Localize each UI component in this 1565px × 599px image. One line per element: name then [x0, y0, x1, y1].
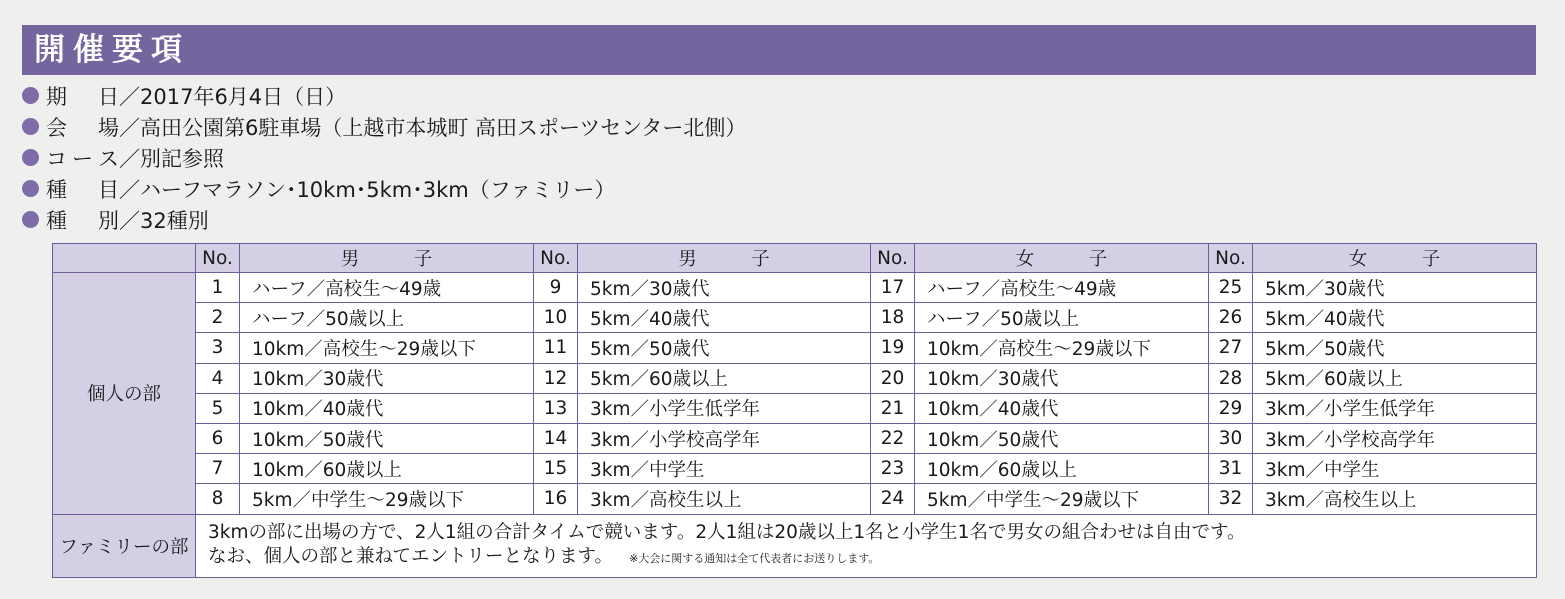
cell-category: 5km／30歳代 [1253, 273, 1537, 303]
info-label: コ ー ス [46, 146, 119, 171]
info-list [22, 80, 746, 235]
category-table [52, 243, 1537, 578]
family-note: ※大会に関する通知は全て代表者にお送りします。 [629, 551, 880, 565]
table-row [53, 484, 1537, 514]
bullet-icon [22, 87, 39, 104]
header-no: No. [534, 244, 578, 273]
cell-category: ハーフ／高校生～49歳 [240, 273, 534, 303]
header-male: 男 子 [240, 244, 534, 273]
info-value: ／2017年6月4日（日） [119, 84, 347, 109]
bullet-icon [22, 149, 39, 166]
cell-no: 17 [871, 273, 915, 303]
cell-no: 6 [196, 423, 240, 453]
cell-category: 10km／40歳代 [240, 393, 534, 423]
cell-no: 20 [871, 363, 915, 393]
cell-no: 1 [196, 273, 240, 303]
header-corner [53, 244, 196, 273]
info-item-categories [22, 204, 746, 235]
cell-category: 3km／高校生以上 [578, 484, 871, 514]
family-line-2 [208, 545, 1536, 571]
family-line-2-text: なお、個人の部と兼ねてエントリーとなります。 [208, 545, 614, 567]
cell-category: 3km／中学生 [578, 454, 871, 484]
cell-no: 11 [534, 333, 578, 363]
cell-no: 4 [196, 363, 240, 393]
cell-category: 10km／50歳代 [915, 423, 1209, 453]
cell-no: 23 [871, 454, 915, 484]
cell-no: 25 [1209, 273, 1253, 303]
info-label: 種 目 [46, 177, 119, 202]
cell-no: 15 [534, 454, 578, 484]
cell-category: 5km／中学生～29歳以下 [915, 484, 1209, 514]
individual-section-label: 個人の部 [53, 273, 196, 515]
info-item-date [22, 80, 746, 111]
family-description [196, 514, 1537, 577]
info-label: 期 日 [46, 84, 119, 109]
section-title: 開催要項 [34, 32, 190, 68]
table-row [53, 273, 1537, 303]
cell-no: 2 [196, 303, 240, 333]
cell-no: 7 [196, 454, 240, 484]
table-row [53, 363, 1537, 393]
table-header-row [53, 244, 1537, 273]
bullet-icon [22, 180, 39, 197]
cell-no: 16 [534, 484, 578, 514]
cell-category: 3km／小学校高学年 [578, 423, 871, 453]
table-row [53, 393, 1537, 423]
cell-no: 19 [871, 333, 915, 363]
cell-category: 5km／40歳代 [578, 303, 871, 333]
cell-category: 5km／30歳代 [578, 273, 871, 303]
info-value: ／高田公園第6駐車場（上越市本城町 高田スポーツセンター北側） [119, 115, 747, 140]
header-female: 女 子 [1253, 244, 1537, 273]
cell-category: 5km／60歳以上 [578, 363, 871, 393]
cell-category: 10km／高校生～29歳以下 [915, 333, 1209, 363]
cell-no: 12 [534, 363, 578, 393]
cell-no: 5 [196, 393, 240, 423]
info-label: 種 別 [46, 208, 119, 233]
cell-no: 29 [1209, 393, 1253, 423]
cell-category: 10km／30歳代 [915, 363, 1209, 393]
cell-category: 3km／中学生 [1253, 454, 1537, 484]
cell-category: 3km／小学生低学年 [1253, 393, 1537, 423]
info-item-venue [22, 111, 746, 142]
cell-no: 18 [871, 303, 915, 333]
cell-no: 3 [196, 333, 240, 363]
family-section-label: ファミリーの部 [53, 514, 196, 577]
cell-no: 28 [1209, 363, 1253, 393]
cell-no: 8 [196, 484, 240, 514]
info-value: ／ハーフマラソン･10km･5km･3km（ファミリー） [119, 177, 616, 202]
cell-category: 10km／30歳代 [240, 363, 534, 393]
info-item-events [22, 173, 746, 204]
cell-category: 10km／60歳以上 [240, 454, 534, 484]
table-row [53, 423, 1537, 453]
cell-category: 5km／中学生～29歳以下 [240, 484, 534, 514]
cell-category: 10km／40歳代 [915, 393, 1209, 423]
info-value: ／32種別 [119, 208, 209, 233]
bullet-icon [22, 211, 39, 228]
cell-category: ハーフ／50歳以上 [915, 303, 1209, 333]
cell-no: 32 [1209, 484, 1253, 514]
cell-category: ハーフ／高校生～49歳 [915, 273, 1209, 303]
header-female: 女 子 [915, 244, 1209, 273]
table-row [53, 333, 1537, 363]
cell-no: 27 [1209, 333, 1253, 363]
cell-category: 5km／50歳代 [578, 333, 871, 363]
cell-category: 10km／高校生～29歳以下 [240, 333, 534, 363]
cell-no: 13 [534, 393, 578, 423]
info-item-course [22, 142, 746, 173]
cell-no: 26 [1209, 303, 1253, 333]
cell-category: 10km／60歳以上 [915, 454, 1209, 484]
cell-no: 21 [871, 393, 915, 423]
cell-category: 3km／高校生以上 [1253, 484, 1537, 514]
cell-no: 30 [1209, 423, 1253, 453]
cell-category: 3km／小学校高学年 [1253, 423, 1537, 453]
family-row [53, 514, 1537, 577]
header-male: 男 子 [578, 244, 871, 273]
family-line-1: 3kmの部に出場の方で、2人1組の合計タイムで競います。2人1組は20歳以上1名と小学生1名で男女の組合わせは自由です。 [208, 521, 1246, 543]
header-no: No. [196, 244, 240, 273]
cell-category: 5km／50歳代 [1253, 333, 1537, 363]
cell-category: 3km／小学生低学年 [578, 393, 871, 423]
cell-category: 5km／60歳以上 [1253, 363, 1537, 393]
cell-category: ハーフ／50歳以上 [240, 303, 534, 333]
header-no: No. [1209, 244, 1253, 273]
cell-category: 10km／50歳代 [240, 423, 534, 453]
bullet-icon [22, 118, 39, 135]
table-row [53, 303, 1537, 333]
header-no: No. [871, 244, 915, 273]
cell-no: 10 [534, 303, 578, 333]
table-row [53, 454, 1537, 484]
section-banner [22, 25, 1536, 75]
info-label: 会 場 [46, 115, 119, 140]
cell-no: 14 [534, 423, 578, 453]
cell-no: 24 [871, 484, 915, 514]
info-value: ／別記参照 [119, 146, 224, 171]
cell-no: 9 [534, 273, 578, 303]
cell-no: 31 [1209, 454, 1253, 484]
cell-no: 22 [871, 423, 915, 453]
cell-category: 5km／40歳代 [1253, 303, 1537, 333]
